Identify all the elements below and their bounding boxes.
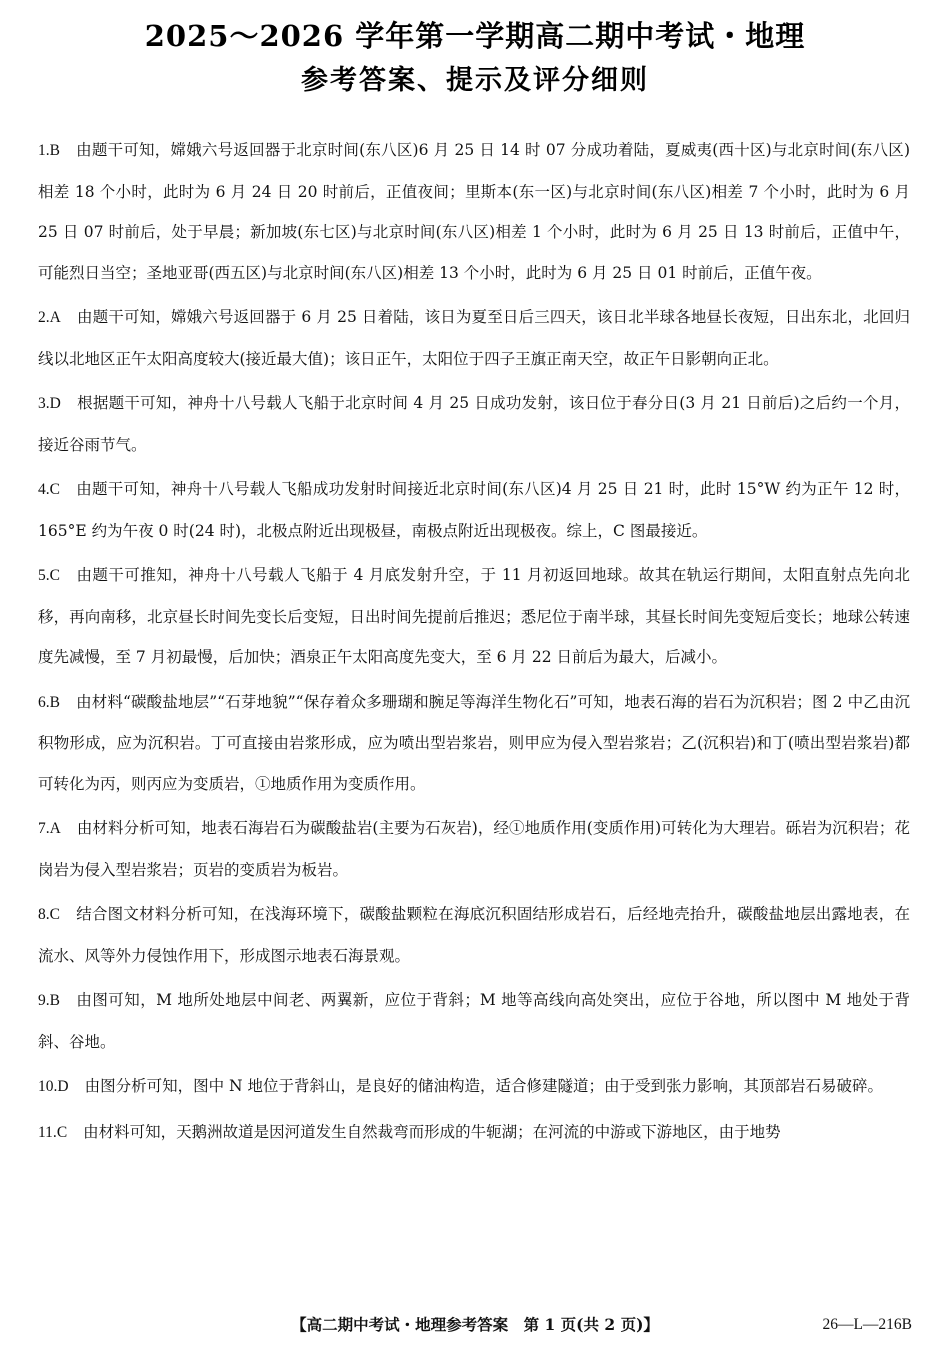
answer-number: 5. [38,567,50,584]
footer-doc-code: 26—L—216B [822,1316,912,1333]
answer-number: 6. [38,693,50,711]
answer-number: 1. [38,142,50,159]
footer-page-info: 【高二期中考试・地理参考答案 第 1 页(共 2 页)】 [291,1315,659,1334]
answer-explanation: 由题干可知，神舟十八号载人飞船成功发射时间接近北京时间(东八区)4 月 25 日 21 时，此时 15°W 约为正午 12 时，165°E 约为午夜 0 时(24 时)，北极点附近出现极昼，南极点附近出现极夜。综上，C 图最接近。 [38,480,910,540]
answer-item-11 [38,1112,910,1154]
answer-item-3 [38,383,910,465]
page-title: 2025～2026 学年第一学期高二期中考试・地理 [144,19,806,53]
answer-explanation: 根据题干可知，神舟十八号载人飞船于北京时间 4 月 25 日成功发射，该日位于春分日(3 月 21 日前后)之后约一个月，接近谷雨节气。 [38,394,910,454]
answer-choice: C [49,481,60,498]
answer-choice: B [49,693,60,711]
answer-item-9 [38,980,910,1062]
answer-number: 8. [38,906,50,923]
answer-choice: C [56,1123,68,1141]
answer-item-1 [38,130,910,293]
answer-list [38,130,910,1157]
answer-explanation: 由材料分析可知，地表石海岩石为碳酸盐岩(主要为石灰岩)，经①地质作用(变质作用)可转化为大理岩。砾岩为沉积岩；花岗岩为侵入型岩浆岩；页岩的变质岩为板岩。 [38,819,910,879]
answer-explanation: 由材料可知，天鹅洲故道是因河道发生自然裁弯而形成的牛轭湖；在河流的中游或下游地区，由于地势 [83,1122,781,1141]
answer-choice: B [49,142,60,159]
answer-item-5 [38,555,910,678]
answer-item-10 [38,1066,910,1108]
answer-item-6 [38,682,910,805]
answer-number: 9. [38,992,50,1009]
answer-choice: B [49,992,60,1009]
answer-explanation: 由题干可知，嫦娥六号返回器于 6 月 25 日着陆，该日为夏至日后三四天，该日北半球各地昼长夜短，日出东北，北回归线以北地区正午太阳高度较大(接近最大值)；该日正午，太阳位于四子王旗正南天空，故正午日影朝向正北。 [38,308,910,368]
answer-item-8 [38,894,910,976]
answer-number: 7. [38,820,50,837]
answer-choice: D [49,395,61,412]
page-subtitle: 参考答案、提示及评分细则 [301,65,649,96]
answer-explanation: 结合图文材料分析可知，在浅海环境下，碳酸盐颗粒在海底沉积固结形成岩石，后经地壳抬升，碳酸盐地层出露地表，在流水、风等外力侵蚀作用下，形成图示地表石海景观。 [38,905,910,965]
answer-item-7 [38,808,910,890]
answer-number: 4. [38,481,50,498]
answer-choice: C [49,567,60,584]
answer-number: 11. [38,1123,57,1141]
answer-item-4 [38,469,910,551]
answer-explanation: 由图分析可知，图中 N 地位于背斜山，是良好的储油构造，适合修建隧道；由于受到张力影响，其顶部岩石易破碎。 [84,1077,883,1095]
answer-number: 3. [38,395,50,412]
answer-choice: C [49,906,60,923]
page-footer [0,1312,950,1338]
answer-choice: A [49,820,61,837]
answer-number: 10. [38,1078,58,1095]
answer-explanation: 由题干可知，嫦娥六号返回器于北京时间(东八区)6 月 25 日 14 时 07 分成功着陆，夏威夷(西十区)与北京时间(东八区)相差 18 个小时，此时为 6 月 24 日 20 时前后，正值夜间；里斯本(东一区)与北京时间(东八区)相差 7 个小时，此时为 6 月 25 日 07 时前后，处于早晨；新加坡(东七区)与北京时间(东八区)相差 1 个小时，此时为 6 月 25 日 13 时前后，正值中午，可能烈日当空；圣地亚哥(西五区)与北京时间(东八区)相差 13 个小时，此时为 6 月 25 日 01 时前后，正值午夜。 [38,141,910,282]
answer-item-2 [38,297,910,379]
answer-explanation: 由图可知，M 地所处地层中间老、两翼新，应位于背斜；M 地等高线向高处突出，应位于谷地，所以图中 M 地处于背斜、谷地。 [38,991,910,1051]
answer-explanation: 由材料“碳酸盐地层”“石芽地貌”“保存着众多珊瑚和腕足等海洋生物化石”可知，地表石海的岩石为沉积岩；图 2 中乙由沉积物形成，应为沉积岩。丁可直接由岩浆形成，应为喷出型岩浆岩，则甲应为侵入型岩浆岩；乙(沉积岩)和丁(喷出型岩浆岩)都可转化为丙，则丙应为变质岩，①地质作用为变质作用。 [38,692,910,793]
answer-choice: D [57,1078,69,1095]
answer-explanation: 由题干可推知，神舟十八号载人飞船于 4 月底发射升空，于 11 月初返回地球。故其在轨运行期间，太阳直射点先向北移，再向南移，北京昼长时间先变长后变短，日出时间先提前后推迟；悉尼位于南半球，其昼长时间先变短后变长；地球公转速度先减慢，至 7 月初最慢，后加快；酒泉正午太阳高度先变大，至 6 月 22 日前后为最大，后减小。 [38,566,910,666]
answer-choice: A [49,309,61,326]
answer-number: 2. [38,309,50,326]
